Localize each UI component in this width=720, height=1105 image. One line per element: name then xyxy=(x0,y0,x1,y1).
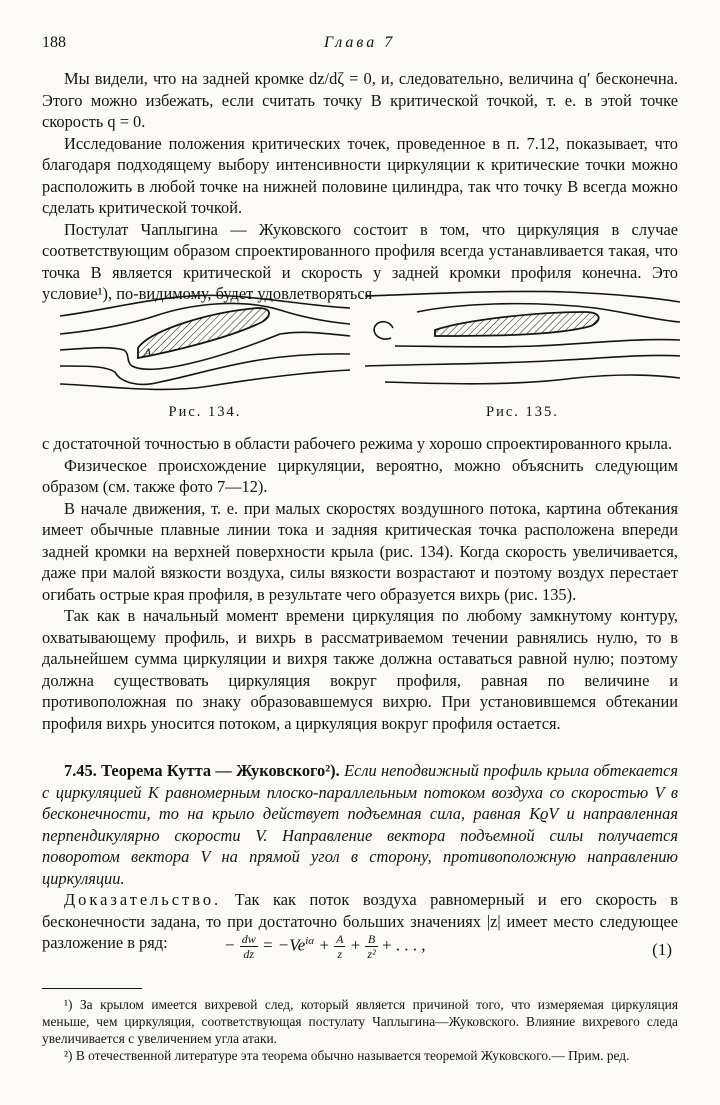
figure-134 xyxy=(60,290,350,421)
equation-tail: + . . . , xyxy=(381,935,426,955)
footnotes xyxy=(42,996,678,1064)
equation-number: (1) xyxy=(652,940,672,959)
running-title: Глава 7 xyxy=(324,34,396,51)
airfoil-streamlines-diagram xyxy=(60,290,350,402)
footnote-divider xyxy=(42,988,142,989)
figure-135 xyxy=(365,290,680,421)
intro-paragraphs xyxy=(42,68,678,305)
theorem-paragraph xyxy=(42,760,678,889)
paragraph-trailing-edge: Мы видели, что на задней кромке dz/dζ = 0, и, следовательно, величина q′ бесконечна. Этого можно избежать, если считать точку B критической точкой, т. е. в этой точке скорость q = 0. xyxy=(42,69,678,131)
fraction-dw-dz: $\frac{dw}{dz}$ xyxy=(241,932,256,961)
footnote-1: ¹) За крылом имеется вихревой след, который является причиной того, что измеряемая циркуляция меньше, чем циркуляция, соответствующая постулату Чаплыгина—Жуковского. Влияние вихревого следа увеличивается с увеличением угла атаки. xyxy=(42,997,678,1046)
theorem-statement: Если неподвижный профиль крыла обтекается с циркуляцией K равномерным плоско-параллельным потоком воздуха со скоростью V в бесконечности, то на крыло действует подъемная сила, равная KϱV и направленная перпендикулярно скорости V. Направление вектора подъемной силы получается поворотом вектора V на прямой угол в сторону, противоположную направлению циркуляции. xyxy=(42,761,678,888)
paragraph-postulate: Постулат Чаплыгина — Жуковского состоит в том, что циркуляция в случае соответствующим образом спроектированного профиля всегда устанавливается такая, что точка B является критической и скорость у задней кромки профиля конечна. Это условие¹), по-видимому, будет удовлетворяться xyxy=(42,219,678,303)
paragraph-circulation-sum: Так как в начальный момент времени циркуляция по любому замкнутому контуру, охватывающему профиль, и вихрь в рассматриваемом течении равнялись нулю, то в дальнейшем сумма циркуляции и вихря также должна оставаться равной нулю; поэтому должна существовать циркуляция вокруг профиля, равная по величине и противоположная по знаку образовавшемуся вихрю. При установившемся обтекании профиля вихрь уносится потоком, а циркуляция вокруг профиля остается. xyxy=(42,606,678,733)
paragraph-start-of-motion: В начале движения, т. е. при малых скоростях воздушного потока, картина обтекания имеет обычные плавные линии тока и задняя критическая точка расположена впереди задней кромки на верхней поверхности крыла (рис. 134). Когда скорость увеличивается, даже при малой вязкости воздуха, силы вязкости возрастают и поэтому воздух перестает огибать острые края профиля, в результате чего образуется вихрь (рис. 135). xyxy=(42,498,678,604)
section-heading: 7.45. Теорема Кутта — Жуковского²). xyxy=(64,761,340,780)
page-header xyxy=(42,34,676,58)
paragraph-continuation: с достаточной точностью в области рабочего режима у хорошо спроектированного крыла. xyxy=(42,434,673,453)
equation-1 xyxy=(42,930,678,970)
theorem-section xyxy=(42,760,678,954)
equation-expression: − $\frac{dw}{dz}$ = $-Ve^{i\alpha}$ + $\frac{A}{z}$ + $\frac{B}{\text{z²}}$ + . . . , xyxy=(224,932,426,961)
figure-135-caption: Рис. 135. xyxy=(486,404,559,420)
airfoil-vortex-diagram xyxy=(365,290,680,402)
figure-134-caption: Рис. 134. xyxy=(168,404,242,420)
fraction-a-z: $\frac{A}{z}$ xyxy=(336,932,344,961)
proof-label: Доказательство. xyxy=(64,890,222,909)
figures-row xyxy=(60,290,680,420)
equation-middle: = −Ve xyxy=(262,935,306,955)
footnote-2: ²) В отечественной литературе эта теорема обычно называется теоремой Жуковского.— Прим. ред. xyxy=(64,1048,630,1063)
point-a-label: A xyxy=(144,345,152,359)
proof-text: Так как поток воздуха равномерный и его скорость в бесконечности задана, то при достаточно больших значениях |z| имеет место следующее разложение в ряд: xyxy=(42,890,678,952)
paragraph-origin: Физическое происхождение циркуляции, вероятно, можно объяснить следующим образом (см. также фото 7—12). xyxy=(42,455,678,496)
body-paragraphs xyxy=(42,433,678,734)
page-number: 188 xyxy=(42,34,66,51)
fraction-b-z2: $\frac{B}{\text{z²}}$ xyxy=(367,932,376,961)
exponent: iα xyxy=(305,934,315,947)
paragraph-critical-points: Исследование положения критических точек, проведенное в п. 7.12, показывает, что благодаря подходящему выбору интенсивности циркуляции к критические точки можно расположить в любой точке на нижней половине цилиндра, так что точку B всегда можно сделать критической точкой. xyxy=(42,133,678,217)
